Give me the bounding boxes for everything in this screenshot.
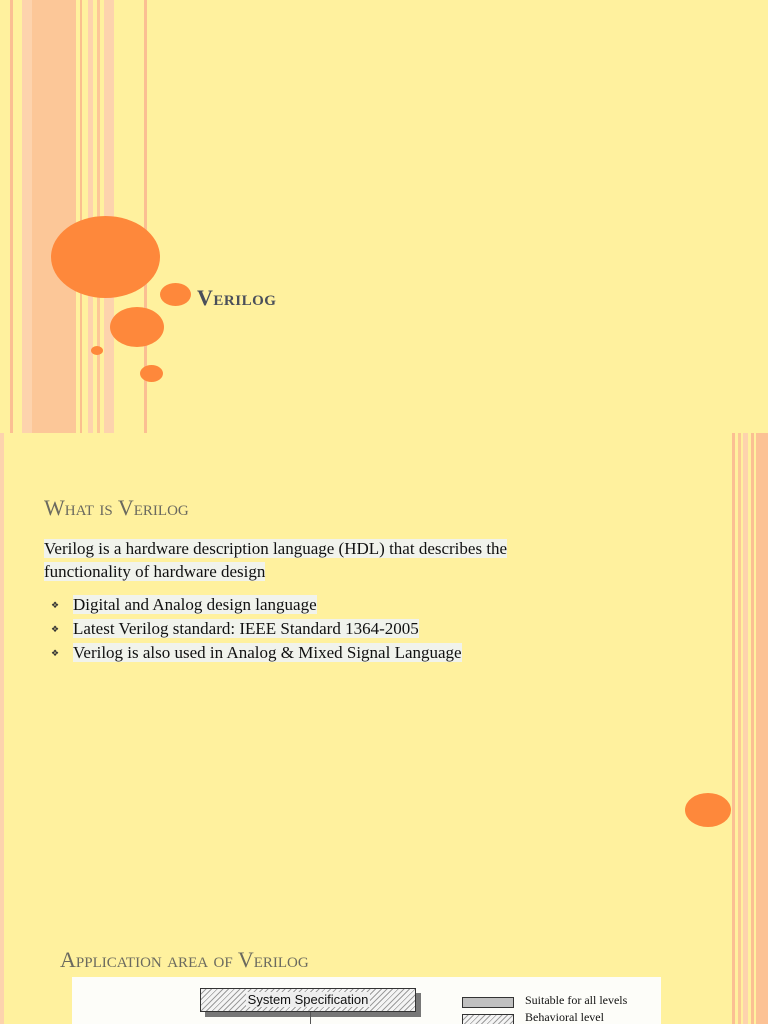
list-item [44, 641, 462, 665]
small-circle [140, 365, 163, 382]
legend-swatch-solid [462, 997, 514, 1008]
diamond-bullet-icon: ❖ [51, 648, 60, 658]
list-item [44, 593, 462, 617]
box-label: System Specification [247, 992, 369, 1007]
bullet-list [44, 593, 462, 665]
paragraph-line: Verilog is a hardware description language (HDL) that describes the [44, 539, 508, 558]
diamond-bullet-icon: ❖ [51, 624, 60, 634]
legend-swatch-hatched [462, 1014, 514, 1024]
content-slide [0, 433, 768, 1024]
diamond-bullet-icon: ❖ [51, 600, 60, 610]
stripe [751, 433, 754, 1024]
stripe [32, 0, 76, 433]
stripe [743, 433, 748, 1024]
list-item-text: Digital and Analog design language [73, 595, 317, 614]
stripe [756, 433, 768, 1024]
stripe [22, 0, 32, 433]
connector-line [310, 1012, 311, 1024]
legend-label: Behavioral level [525, 1010, 604, 1024]
application-diagram [72, 977, 661, 1024]
section-heading: What is Verilog [44, 495, 189, 520]
tiny-circle [91, 346, 103, 355]
intro-paragraph [44, 537, 507, 583]
list-item-text: Verilog is also used in Analog & Mixed Signal Language [73, 643, 462, 662]
list-item-text: Latest Verilog standard: IEEE Standard 1364-2005 [73, 619, 419, 638]
stripe [0, 433, 4, 1024]
small-circle [160, 283, 191, 306]
paragraph-line: functionality of hardware design [44, 562, 266, 581]
stripe [738, 433, 741, 1024]
medium-circle [110, 307, 164, 347]
section-heading: Application area of Verilog [60, 947, 309, 972]
large-circle [51, 216, 160, 298]
accent-circle [685, 793, 731, 827]
slide-title: Verilog [197, 285, 277, 310]
stripe [732, 433, 735, 1024]
stripe [10, 0, 13, 433]
legend-label: Suitable for all levels [525, 993, 628, 1007]
stripe [80, 0, 82, 433]
list-item [44, 617, 462, 641]
title-slide [0, 0, 768, 433]
system-specification-box [200, 988, 416, 1012]
